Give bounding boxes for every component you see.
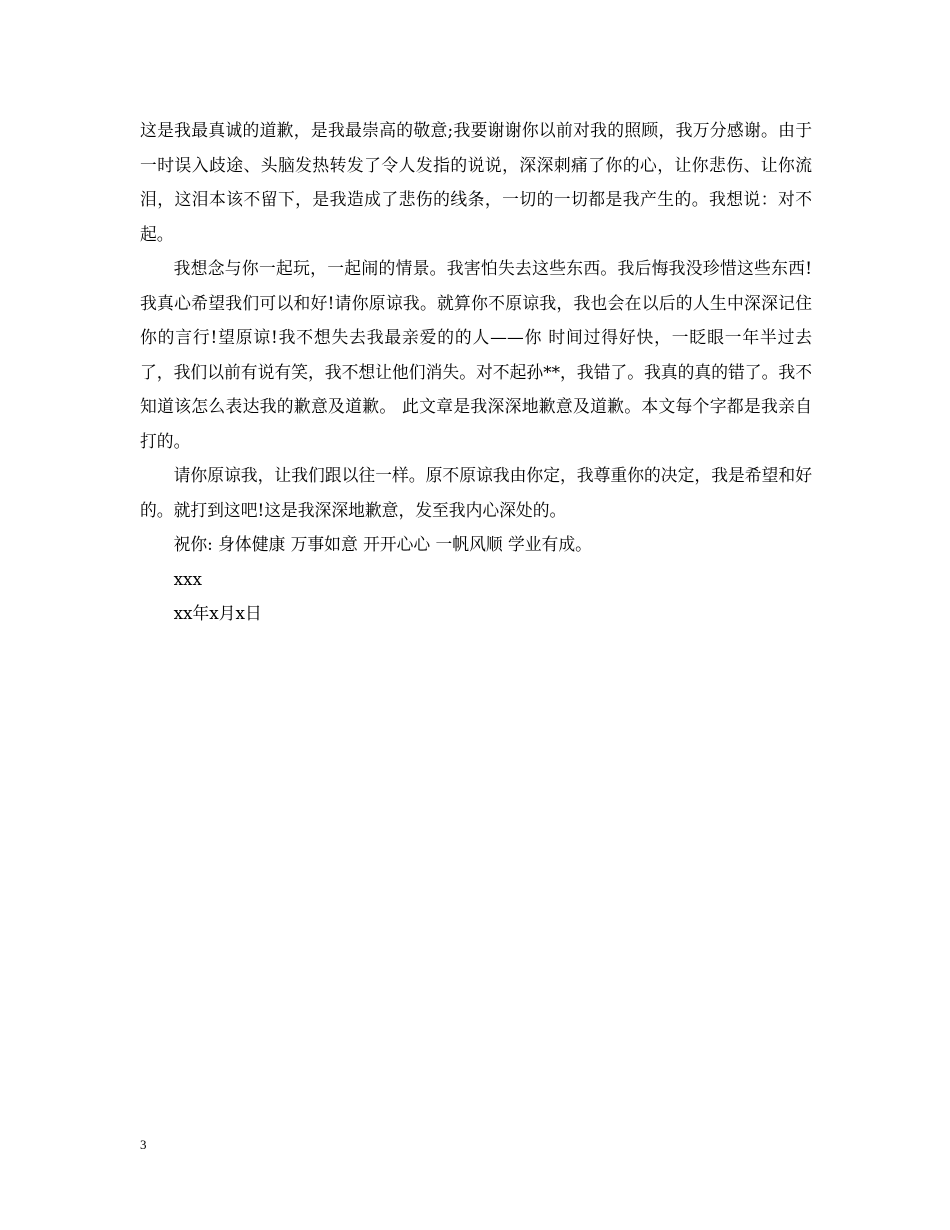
signature: xxx [173,568,202,589]
document-body [140,113,812,631]
page-number: 3 [140,1137,147,1152]
date-line: xx年x月x日 [173,603,262,623]
paragraph-memories: 我想念与你一起玩，一起闹的情景。我害怕失去这些东西。我后悔我没珍惜这些东西!我真心希望我们可以和好!请你原谅我。就算你不原谅我，我也会在以后的人生中深深记住你的言行!望原谅!我不想失去我最亲爱的的人——你 时间过得好快，一眨眼一年半过去了，我们以前有说有笑，我不想让他们消失。对不起孙**，我错了。我真的真的错了。我不知道该怎么表达我的歉意及道歉。 此文章是我深深地歉意及道歉。本文每个字都是我亲自打的。 [140,258,812,451]
paragraph-apology: 这是我最真诚的道歉，是我最崇高的敬意;我要谢谢你以前对我的照顾，我万分感谢。由于一时误入歧途、头脑发热转发了令人发指的说说，深深刺痛了你的心，让你悲伤、让你流泪，这泪本该不留下，是我造成了悲伤的线条，一切的一切都是我产生的。我想说：对不起。 [140,120,812,244]
paragraph-request: 请你原谅我，让我们跟以往一样。原不原谅我由你定，我尊重你的决定，我是希望和好的。就打到这吧!这是我深深地歉意，发至我内心深处的。 [140,465,812,520]
paragraph-wishes: 祝你: 身体健康 万事如意 开开心心 一帆风顺 学业有成。 [173,534,592,554]
